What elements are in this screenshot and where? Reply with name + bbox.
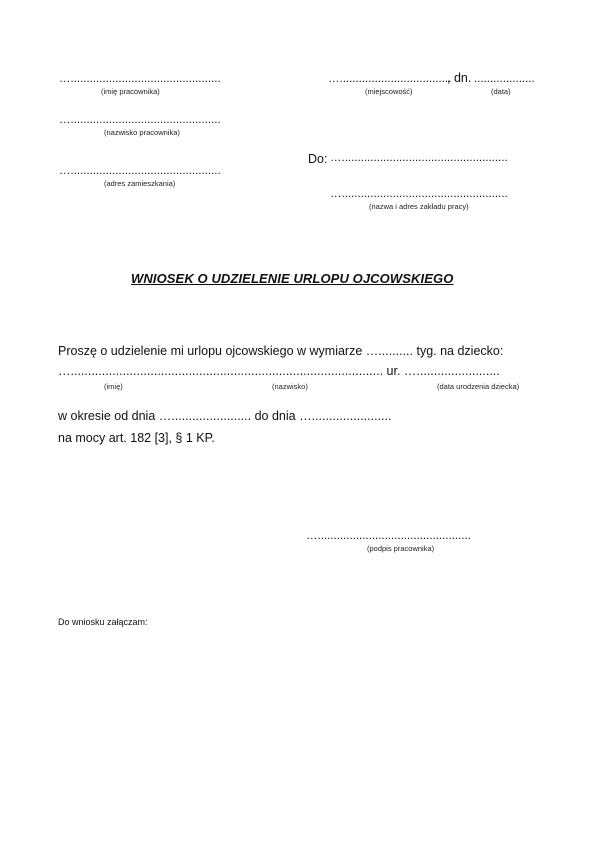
employee-address-line: …............................................... — [59, 165, 221, 177]
attachments-label: Do wniosku załączam: — [58, 617, 148, 627]
child-line: ….......................................................................................... ur. …........................ — [58, 364, 500, 378]
employee-surname-line: …............................................... — [59, 114, 221, 126]
place-line: …................................... — [328, 73, 452, 85]
child-name-caption: (imię) — [104, 382, 123, 391]
document-title: WNIOSEK O UDZIELENIE URLOPU OJCOWSKIEGO — [131, 271, 454, 286]
place-caption: (miejscowość) — [365, 87, 413, 96]
employee-name-line: …............................................... — [59, 73, 221, 85]
child-birthdate-caption: (data urodzenia dziecka) — [437, 382, 520, 391]
request-line: Proszę o udzielenie mi urlopu ojcowskiego w wymiarze ….......... tyg. na dziecko: — [58, 344, 504, 358]
date-separator: , dn. — [447, 71, 472, 85]
employer-line: ….................................................... — [330, 188, 508, 200]
child-surname-caption: (nazwisko) — [272, 382, 308, 391]
employee-name-caption: (imię pracownika) — [101, 87, 160, 96]
period-line: w okresie od dnia …....................... do dnia …....................... — [58, 409, 392, 423]
date-line: ................... — [474, 73, 535, 85]
recipient-line: ….................................................... — [330, 152, 508, 164]
employee-surname-caption: (nazwisko pracownika) — [104, 128, 180, 137]
legal-basis: na mocy art. 182 [3], § 1 KP. — [58, 431, 215, 445]
date-caption: (data) — [491, 87, 511, 96]
signature-line: …................................................ — [306, 530, 471, 542]
recipient-label: Do: — [308, 152, 328, 166]
signature-caption: (podpis pracownika) — [367, 544, 435, 553]
employee-address-caption: (adres zamieszkania) — [104, 179, 176, 188]
employer-caption: (nazwa i adres zakładu pracy) — [369, 202, 469, 211]
